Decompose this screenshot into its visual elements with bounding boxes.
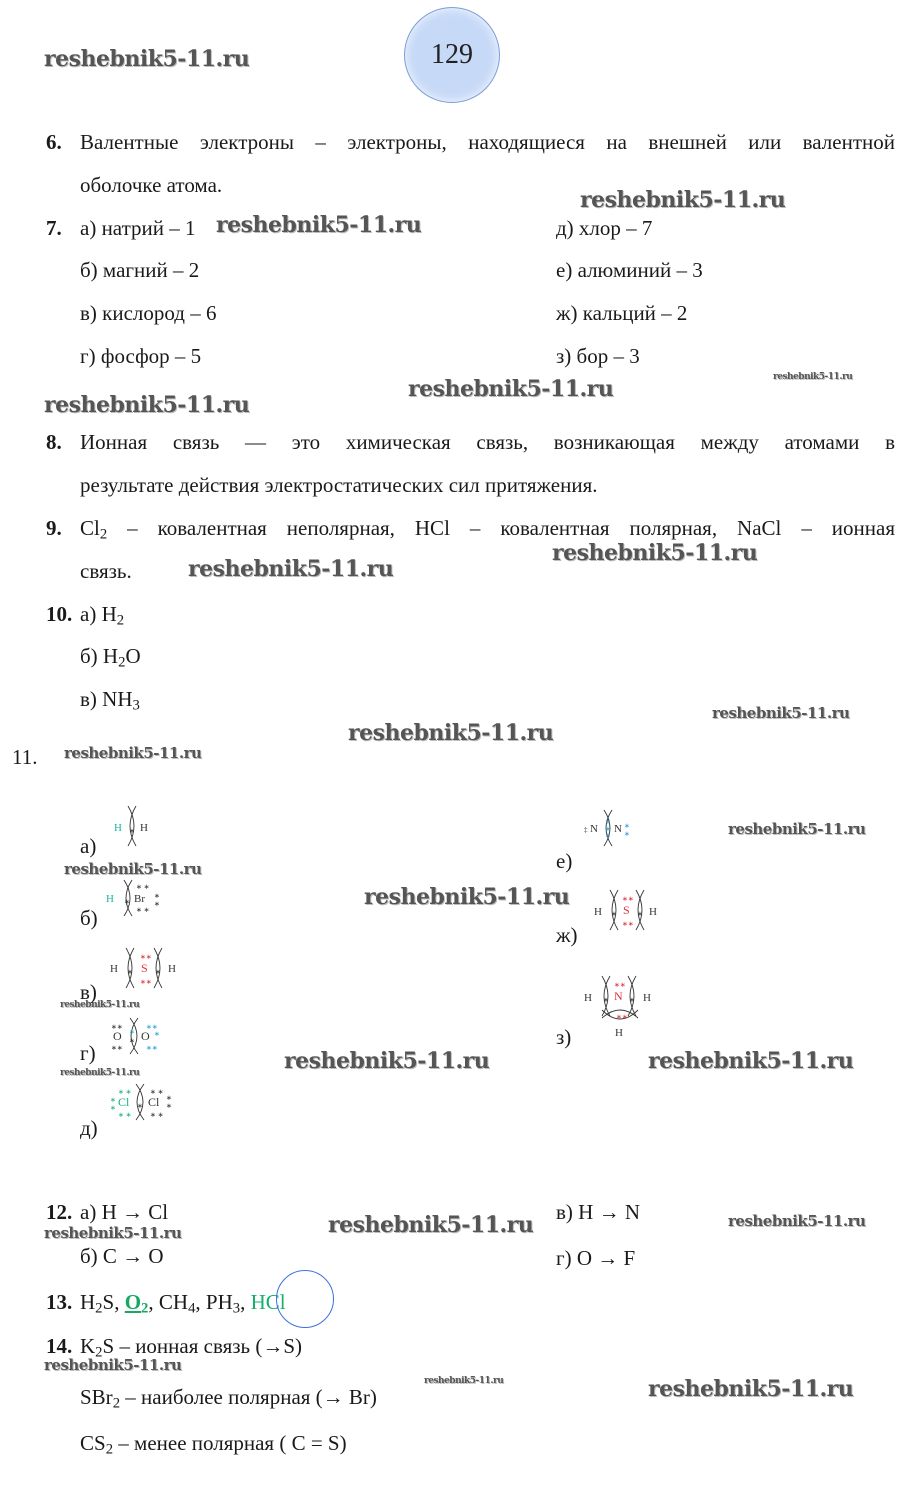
svg-text:H: H [643, 992, 651, 1004]
svg-text:∗: ∗ [129, 1037, 135, 1045]
svg-text:∗ ∗: ∗ ∗ [118, 1111, 132, 1119]
svg-text:Cl: Cl [118, 1095, 130, 1109]
svg-text:H: H [584, 992, 592, 1004]
page-number-badge: 129 [404, 7, 500, 103]
svg-text:∗: ∗ [624, 830, 630, 838]
svg-text:S: S [141, 961, 148, 975]
watermark: reshebnik5-11.ru [364, 884, 570, 910]
svg-text:∗: ∗ [605, 818, 611, 826]
svg-text:Cl: Cl [148, 1095, 160, 1109]
svg-text:∗: ∗ [155, 968, 161, 976]
answer-item-label: ж) [556, 923, 578, 947]
answer-item: а) $H_2$ [80, 602, 125, 629]
svg-text:∗: ∗ [624, 822, 630, 830]
watermark: reshebnik5-11.ru [44, 392, 250, 418]
answer-item: г) O → F [556, 1246, 636, 1270]
watermark: reshebnik5-11.ru [712, 704, 850, 722]
svg-text:∗: ∗ [127, 968, 133, 976]
svg-text:∗: ∗ [629, 996, 635, 1004]
answer-item-label: г) [80, 1041, 96, 1065]
watermark: reshebnik5-11.ru [44, 1356, 182, 1374]
question-number: 11. [12, 745, 38, 769]
svg-text:∗: ∗ [166, 1094, 172, 1102]
svg-text:‡: ‡ [584, 826, 588, 834]
question-number: 7. [46, 216, 62, 240]
watermark: reshebnik5-11.ru [64, 744, 202, 762]
watermark: reshebnik5-11.ru [552, 540, 758, 566]
question-number: 14. [46, 1334, 73, 1358]
answer-item: а) H → Cl [80, 1200, 169, 1224]
watermark: reshebnik5-11.ru [648, 1048, 854, 1074]
svg-text:Br: Br [134, 893, 145, 905]
watermark: reshebnik5-11.ru [424, 1376, 504, 1386]
h2s-lewis-diagram-2 [592, 886, 662, 934]
answer-item: SBr$_2$ – наиболее полярная (→ Br) [80, 1385, 377, 1412]
answer-item: б) $H_2O$ [80, 644, 141, 671]
answer-item: е) алюминий – 3 [556, 258, 703, 282]
svg-text:∗∗: ∗∗ [140, 978, 152, 986]
svg-text:∗: ∗ [124, 898, 130, 906]
question-9-text-line1: $Cl_2$ – ковалентная неполярная, HCl – ковалентная полярная, NaCl – ионная [80, 516, 895, 543]
answer-item-label: а) [80, 834, 97, 858]
circled-answer: HCl [250, 1290, 286, 1314]
answer-item-label: е) [556, 849, 573, 873]
answer-item-label: в) [80, 980, 97, 1004]
svg-text:∗ ∗: ∗ ∗ [136, 883, 150, 891]
svg-text:∗ ∗: ∗ ∗ [136, 906, 150, 914]
answer-item: б) магний – 2 [80, 258, 200, 282]
question-9-text-line2: связь. [80, 559, 132, 583]
watermark: reshebnik5-11.ru [580, 187, 786, 213]
nh3-lewis-diagram [582, 972, 658, 1042]
svg-text:∗∗: ∗∗ [111, 1023, 123, 1031]
h2s-lewis-diagram [108, 946, 182, 990]
watermark: reshebnik5-11.ru [728, 820, 866, 838]
svg-text:H: H [649, 906, 657, 918]
svg-text:∗∗: ∗∗ [616, 1013, 628, 1021]
svg-text:∗: ∗ [129, 827, 135, 835]
question-number: 12. [46, 1200, 73, 1224]
svg-text:∗: ∗ [154, 900, 160, 908]
n2-lewis-diagram [584, 806, 636, 850]
svg-text:∗: ∗ [166, 1102, 172, 1110]
answer-item: г) фосфор – 5 [80, 344, 202, 368]
answer-item: д) хлор – 7 [556, 216, 653, 240]
question-6-text-line2: оболочке атома. [80, 173, 223, 197]
svg-text:∗: ∗ [110, 1104, 116, 1112]
question-8-text-line2: результате действия электростатических сил притяжения. [80, 473, 598, 497]
answer-item: а) натрий – 1 [80, 216, 196, 240]
answer-circle-mark [276, 1270, 334, 1328]
watermark: reshebnik5-11.ru [64, 860, 202, 878]
answer-item-label: д) [80, 1116, 98, 1140]
svg-text:∗∗: ∗∗ [622, 895, 634, 903]
highlighted-answer: $O_2$ [124, 1290, 149, 1317]
answer-item: $K_2S$ – ионная связь (→S) [80, 1334, 303, 1361]
answer-item: в) кислород – 6 [80, 301, 217, 325]
question-6-text-line1: Валентные электроны – электроны, находящиеся на внешней или валентной [80, 130, 895, 154]
watermark: reshebnik5-11.ru [408, 376, 614, 402]
watermark: reshebnik5-11.ru [44, 1224, 182, 1242]
answer-item: ж) кальций – 2 [556, 301, 688, 325]
question-number: 8. [46, 430, 62, 454]
watermark: reshebnik5-11.ru [60, 1068, 140, 1078]
svg-text:∗∗: ∗∗ [146, 1023, 158, 1031]
svg-text:∗: ∗ [154, 892, 160, 900]
watermark: reshebnik5-11.ru [348, 720, 554, 746]
cl2-lewis-diagram [108, 1080, 180, 1124]
svg-text:∗: ∗ [110, 1096, 116, 1104]
svg-text:∗: ∗ [605, 825, 611, 833]
svg-text:H: H [110, 963, 118, 975]
question-13-answer: $H_2S$, $O_2$, $CH_4$, $PH_3$, HCl [80, 1290, 286, 1317]
answer-item: в) $NH_3$ [80, 687, 140, 714]
svg-text:∗∗: ∗∗ [614, 981, 626, 989]
question-number: 9. [46, 516, 62, 540]
question-number: 10. [46, 602, 73, 626]
svg-text:H: H [114, 822, 122, 834]
svg-text:∗ ∗: ∗ ∗ [150, 1088, 164, 1096]
svg-text:O: O [113, 1029, 122, 1043]
question-number: 6. [46, 130, 62, 154]
o2-lewis-diagram [108, 1014, 164, 1058]
svg-text:∗∗: ∗∗ [622, 920, 634, 928]
svg-text:∗: ∗ [611, 910, 617, 918]
watermark: reshebnik5-11.ru [44, 46, 250, 72]
svg-text:H: H [140, 822, 148, 834]
svg-text:∗: ∗ [137, 1102, 143, 1110]
watermark: reshebnik5-11.ru [60, 1000, 140, 1010]
svg-text:∗ ∗: ∗ ∗ [150, 1111, 164, 1119]
svg-text:O: O [141, 1029, 150, 1043]
watermark: reshebnik5-11.ru [648, 1376, 854, 1402]
answer-item: з) бор – 3 [556, 344, 640, 368]
svg-text:∗: ∗ [605, 832, 611, 840]
answer-item: б) C → O [80, 1244, 164, 1268]
watermark: reshebnik5-11.ru [773, 372, 853, 382]
svg-text:∗: ∗ [129, 1028, 135, 1036]
h2-lewis-diagram [110, 804, 160, 848]
answer-item-label: з) [556, 1025, 572, 1049]
answer-item: $CS_2$ – менее полярная ( C = S) [80, 1431, 347, 1458]
svg-text:∗ ∗: ∗ ∗ [118, 1088, 132, 1096]
hbr-lewis-diagram [104, 876, 168, 920]
watermark: reshebnik5-11.ru [328, 1212, 534, 1238]
question-number: 13. [46, 1290, 73, 1314]
svg-text:∗: ∗ [603, 996, 609, 1004]
answer-item-label: б) [80, 906, 98, 930]
svg-text:∗: ∗ [154, 1030, 160, 1038]
watermark: reshebnik5-11.ru [284, 1048, 490, 1074]
svg-text:H: H [615, 1027, 623, 1039]
svg-text:∗: ∗ [637, 910, 643, 918]
svg-text:H: H [168, 963, 176, 975]
watermark: reshebnik5-11.ru [188, 556, 394, 582]
svg-text:S: S [623, 903, 630, 917]
svg-text:H: H [594, 906, 602, 918]
svg-text:∗∗: ∗∗ [111, 1044, 123, 1052]
watermark: reshebnik5-11.ru [728, 1212, 866, 1230]
svg-text:N: N [614, 823, 622, 835]
answer-item: в) H → N [556, 1200, 640, 1224]
svg-text:N: N [590, 823, 598, 835]
question-8-text-line1: Ионная связь — это химическая связь, возникающая между атомами в [80, 430, 895, 454]
svg-text:N: N [614, 989, 623, 1003]
svg-text:∗∗: ∗∗ [146, 1044, 158, 1052]
svg-text:∗∗: ∗∗ [140, 953, 152, 961]
watermark: reshebnik5-11.ru [216, 212, 422, 238]
svg-text:H: H [106, 893, 114, 905]
